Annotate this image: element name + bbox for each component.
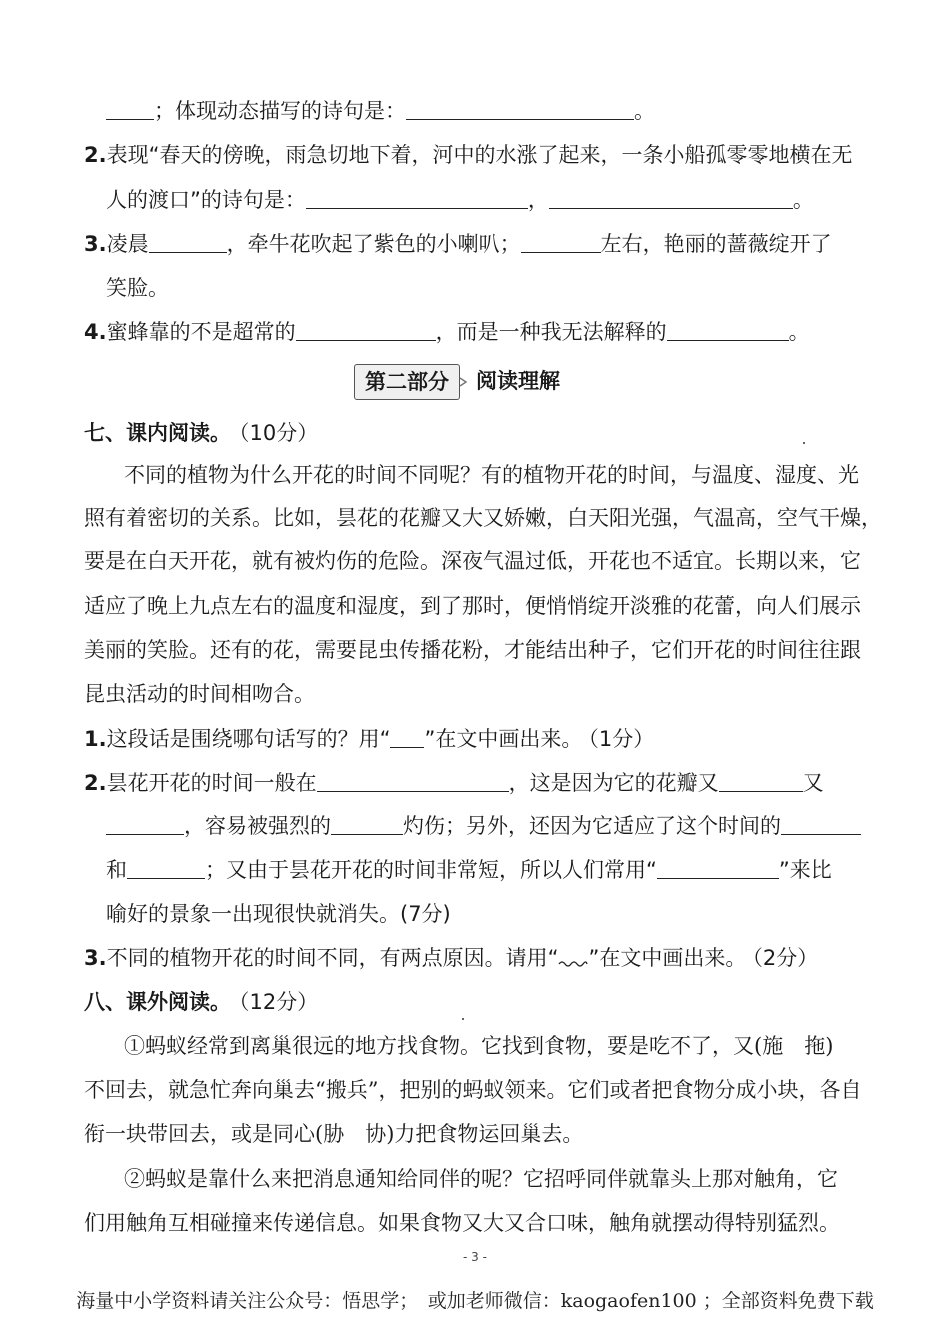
question-score: （1分） bbox=[588, 727, 655, 751]
fill-text: ；体现动态描写的诗句是： bbox=[154, 99, 406, 123]
blank bbox=[106, 97, 154, 120]
blank bbox=[127, 856, 205, 879]
blank bbox=[331, 812, 403, 835]
fill-text: 。 bbox=[634, 99, 655, 123]
scan-speck bbox=[462, 1018, 464, 1020]
section-7-question-2-line-4 bbox=[106, 899, 451, 929]
question-score: （2分） bbox=[752, 946, 819, 970]
blank bbox=[549, 186, 793, 209]
question-text: 。 bbox=[792, 188, 814, 212]
passage-line: 衔一块带回去，或是同心(胁 协)力把食物运回巢去。 bbox=[84, 1122, 584, 1146]
fill-question-3-line-2 bbox=[106, 273, 169, 303]
question-text: 这段话是围绕哪句话写的？用“ bbox=[106, 727, 391, 751]
blank bbox=[781, 812, 861, 835]
section-7-question-2-line-3 bbox=[106, 855, 832, 885]
question-text: ”在文中画出来。 bbox=[588, 946, 747, 970]
fill-question-4 bbox=[84, 317, 810, 347]
fill-question-3 bbox=[84, 229, 832, 259]
question-text: ”在文中画出来。 bbox=[424, 727, 583, 751]
blank bbox=[719, 769, 803, 792]
scan-speck bbox=[803, 442, 805, 444]
question-number: 4. bbox=[84, 320, 107, 344]
question-text: ；又由于昙花开花的时间非常短，所以人们常用“ bbox=[205, 858, 657, 882]
question-text: 不同的植物开花的时间不同，有两点原因。请用“ bbox=[106, 946, 559, 970]
passage-line: 美丽的笑脸。还有的花，需要昆虫传播花粉，才能结出种子，它们开花的时间往往跟 bbox=[84, 638, 861, 662]
fill-line-1 bbox=[106, 96, 655, 126]
section-heading: 八、课外阅读。 bbox=[84, 990, 231, 1014]
question-text: ，而是一种我无法解释的 bbox=[435, 320, 667, 344]
passage-line: 不回去，就急忙奔向巢去“搬兵”，把别的蚂蚁领来。它们或者把食物分成小块，各自 bbox=[84, 1078, 862, 1102]
blank bbox=[657, 856, 779, 879]
question-text: 又 bbox=[802, 771, 824, 795]
question-text: 昙花开花的时间一般在 bbox=[106, 771, 317, 795]
blank bbox=[149, 230, 227, 253]
question-number: 3. bbox=[84, 232, 107, 256]
section-7-question-2-line-2 bbox=[106, 811, 861, 841]
passage-line: 昆虫活动的时间相吻合。 bbox=[84, 682, 315, 706]
question-text: 和 bbox=[106, 858, 127, 882]
section-heading: 七、课内阅读。 bbox=[84, 421, 231, 445]
blank bbox=[306, 186, 528, 209]
arrow-icon bbox=[458, 375, 472, 389]
blank bbox=[296, 318, 436, 341]
footer-notice: 海量中小学资料请关注公众号：悟思学； 或加老师微信：kaogaofen100 ；全部资料免费下载 bbox=[76, 1290, 874, 1312]
passage-line: 要是在白天开花，就有被灼伤的危险。深夜气温过低，开花也不适宜。长期以来，它 bbox=[84, 549, 861, 573]
question-number: 2. bbox=[84, 143, 107, 167]
question-text: 喻好的景象一出现很快就消失。(7分) bbox=[106, 902, 451, 926]
question-number: 1. bbox=[84, 727, 107, 751]
wavy-line-mark bbox=[558, 955, 588, 969]
section-7-question-3 bbox=[84, 943, 818, 973]
question-text: 笑脸。 bbox=[106, 276, 169, 300]
fill-question-2-line-2 bbox=[106, 185, 814, 215]
question-text: ，这是因为它的花瓣又 bbox=[508, 771, 719, 795]
page-number: - 3 - bbox=[463, 1250, 487, 1264]
section-7-heading bbox=[84, 418, 318, 448]
blank bbox=[667, 318, 789, 341]
passage-line: ①蚂蚁经常到离巢很远的地方找食物。它找到食物，要是吃不了，又(施 拖) bbox=[124, 1034, 834, 1058]
question-text: 左右，艳丽的蔷薇绽开了 bbox=[600, 232, 832, 256]
passage-line: 适应了晚上九点左右的温度和湿度，到了那时，便悄悄绽开淡雅的花蕾，向人们展示 bbox=[84, 594, 861, 618]
blank bbox=[106, 812, 184, 835]
question-text: 。 bbox=[788, 320, 810, 344]
section-7-question-1 bbox=[84, 724, 654, 754]
question-number: 3. bbox=[84, 946, 107, 970]
section-score: （10分） bbox=[239, 421, 319, 445]
blank bbox=[317, 769, 509, 792]
question-text: ”来比 bbox=[778, 858, 832, 882]
question-number: 2. bbox=[84, 771, 107, 795]
section-score: （12分） bbox=[239, 990, 319, 1014]
question-text: ， bbox=[527, 188, 549, 212]
passage-line: 照有着密切的关系。比如，昙花的花瓣又大又娇嫩，白天阳光强，气温高，空气干燥， bbox=[84, 506, 882, 530]
question-text: ，牵牛花吹起了紫色的小喇叭； bbox=[226, 232, 521, 256]
section-8-heading bbox=[84, 987, 318, 1017]
question-text: 人的渡口”的诗句是： bbox=[106, 188, 306, 212]
passage-line: 不同的植物为什么开花的时间不同呢？有的植物开花的时间，与温度、湿度、光 bbox=[124, 463, 859, 487]
passage-line: 们用触角互相碰撞来传递信息。如果食物又大又合口味，触角就摆动得特别猛烈。 bbox=[84, 1211, 840, 1235]
passage-line: ②蚂蚁是靠什么来把消息通知给同伴的呢？它招呼同伴就靠头上那对触角，它 bbox=[124, 1167, 838, 1191]
question-text: 蜜蜂靠的不是超常的 bbox=[106, 320, 296, 344]
blank bbox=[406, 97, 634, 120]
part-two-title: 阅读理解 bbox=[476, 369, 560, 393]
question-text: 表现“春天的傍晚，雨急切地下着，河中的水涨了起来，一条小船孤零零地横在无 bbox=[106, 143, 853, 167]
straight-line-mark bbox=[390, 725, 424, 748]
part-two-label: 第二部分 bbox=[354, 364, 460, 400]
question-text: 灼伤；另外，还因为它适应了这个时间的 bbox=[403, 814, 781, 838]
blank bbox=[521, 230, 601, 253]
section-7-question-2 bbox=[84, 768, 824, 798]
fill-question-2 bbox=[84, 140, 852, 170]
question-text: ，容易被强烈的 bbox=[184, 814, 331, 838]
question-text: 凌晨 bbox=[106, 232, 149, 256]
